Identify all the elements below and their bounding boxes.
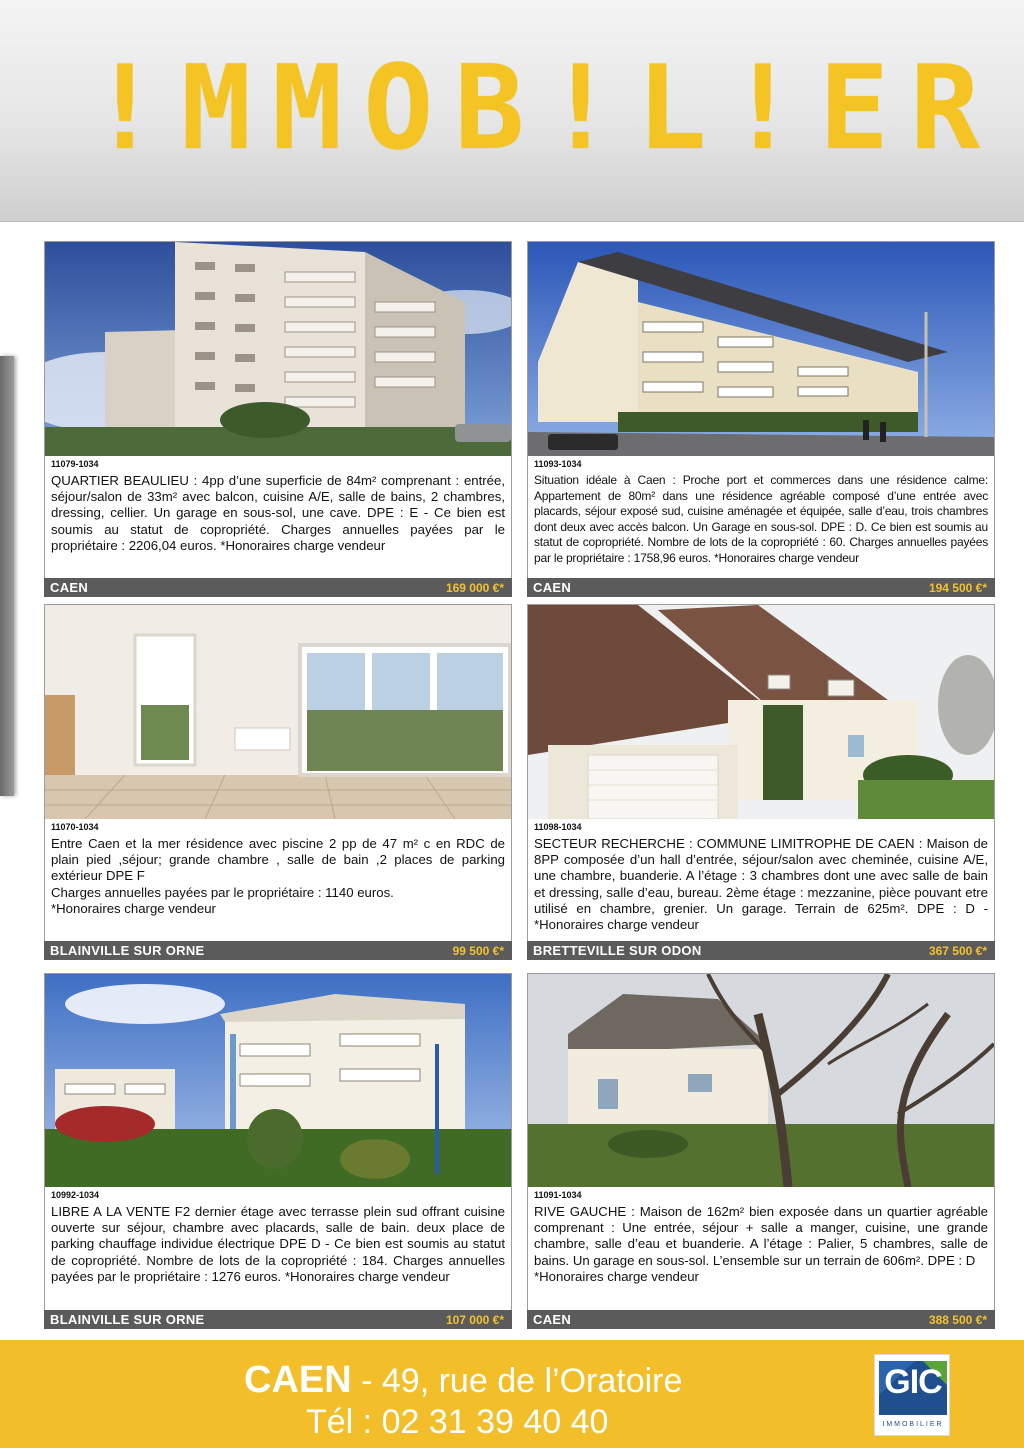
title-letter: L (636, 41, 707, 176)
side-edge-shadow (0, 356, 14, 796)
agency-address (244, 1360, 682, 1401)
title-letter: M (181, 41, 251, 176)
listing-ref: 11070-1034 (51, 822, 99, 832)
title-letter: E (819, 41, 889, 176)
listing-ref: 10992-1034 (51, 1190, 100, 1200)
listing-footer (44, 1310, 512, 1329)
gic-logo (874, 1354, 950, 1436)
listing-footer (44, 941, 512, 960)
listing-card[interactable] (44, 604, 512, 960)
title-letter: ! (727, 41, 798, 176)
listing-card[interactable] (527, 241, 995, 597)
listing-footer (527, 578, 995, 597)
logo-text: GIC (884, 1363, 942, 1401)
title-letter: O (363, 41, 434, 176)
listing-city: CAEN (533, 1312, 572, 1327)
listing-description: RIVE GAUCHE : Maison de 162m² bien exposée dans un quartier agréable comprenant : Une entrée, séjour + salle a manger, cuisine, une grande chambre, salle d’eau et buanderie. A l’étage : Palier, 5 chambres, salle de bains. Un garage en sous-sol. L’ensemble sur un terrain de 606m². DPE : D *Honoraires charge vendeur (534, 1204, 988, 1284)
listing-card[interactable] (527, 973, 995, 1329)
title-letter: ! (90, 41, 160, 176)
logo-subtitle: IMMOBILIER (882, 1421, 944, 1428)
contact-bar (0, 1340, 1024, 1448)
listing-footer (44, 578, 512, 597)
listing-city: BRETTEVILLE SUR ODON (533, 943, 702, 958)
header (0, 0, 1024, 222)
listing-ref: 11079-1034 (51, 459, 99, 469)
listing-description: Situation idéale à Caen : Proche port et commerces dans une résidence calme: Appartement de 80m² dans une résidence agréable composé d’une entrée avec placards, séjour exposé sud, cuisine aménagée et équipée, salle d’eau, trois chambres dont deux avec accès balcon. Un Garage en sous-sol. DPE : D. Ce bien est soumis au statut de copropriété. Nombre de lots de la copropriété : 60. Charges annuelles payées par le propriétaire : 1758,96 euros. *Honoraires charge vendeur (534, 473, 988, 565)
listing-city: CAEN (533, 580, 572, 595)
listing-card[interactable] (44, 241, 512, 597)
listing-footer (527, 941, 995, 960)
listing-photo-house-garage (528, 605, 994, 819)
listing-photo-house-tree (528, 974, 994, 1187)
listing-city: CAEN (50, 580, 89, 595)
listing-photo-empty-room (45, 605, 511, 819)
listing-ref: 11093-1034 (534, 459, 582, 469)
title-letter: B (454, 41, 525, 176)
listing-photo-apartment-block (45, 242, 511, 456)
listing-photo-residence-street (528, 242, 994, 456)
listing-description: SECTEUR RECHERCHE : COMMUNE LIMITROPHE DE CAEN : Maison de 8PP composée d’un hall d’entrée, séjour/salon avec cheminée, cuisine A/E, une chambre, buanderie. A l’étage : 3 chambres dont une avec salle de bain et dressing, salle d’eau, bureau. 2ème étage : mezzanine, pièce pouvant etre utilisé en chambre, grenier. Un garage. Terrain de 625m². DPE : D - *Honoraires charge vendeur (534, 836, 988, 933)
listing-price: 388 500 €* (928, 1312, 987, 1327)
listing-card[interactable] (44, 973, 512, 1329)
listing-description: LIBRE A LA VENTE F2 dernier étage avec terrasse plein sud offrant cuisine ouverte sur séjour, chambre avec placards, salle de bain. deux place de parking chauffage individue électrique DPE D - Ce bien est soumis au statut de copropriété. Nombre de lots de la copropriété : 184. Charges annuelles payées par le propriétaire : 1276 euros. *Honoraires charge vendeur (51, 1204, 505, 1284)
listing-price: 107 000 €* (445, 1312, 504, 1327)
listing-price: 367 500 €* (928, 943, 987, 958)
agency-phone[interactable]: Tél : 02 31 39 40 40 (306, 1403, 609, 1441)
listing-description: Entre Caen et la mer résidence avec piscine 2 pp de 47 m² c en RDC de plain pied ,séjour; grande chambre , salle de bain ,2 places de parking extérieur DPE F Charges annuelles payées par le propriétaire : 1140 euros. *Honoraires charge vendeur (51, 836, 505, 916)
title-letter: M (272, 41, 343, 176)
title-letter: R (910, 41, 980, 176)
listing-city: BLAINVILLE SUR ORNE (50, 943, 205, 958)
listing-card[interactable] (527, 604, 995, 960)
brand-title (90, 41, 980, 176)
title-letter: ! (545, 41, 616, 176)
listing-photo-residence-garden (45, 974, 511, 1187)
listing-footer (527, 1310, 995, 1329)
listing-price: 194 500 €* (928, 580, 987, 595)
listing-ref: 11098-1034 (534, 822, 582, 832)
agency-city: CAEN (244, 1359, 352, 1401)
listing-price: 169 000 €* (445, 580, 504, 595)
agency-street: - 49, rue de l’Oratoire (351, 1362, 683, 1400)
listing-city: BLAINVILLE SUR ORNE (50, 1312, 205, 1327)
listing-description: QUARTIER BEAULIEU : 4pp d’une superficie de 84m² comprenant : entrée, séjour/salon de 33m² avec balcon, cuisine A/E, salle de bains, 2 chambres, dressing, cellier. Un garage en sous-sol, une cave. DPE : E - Ce bien est soumis au statut de copropriété. Charges annuelles payées par le propriétaire : 2206,04 euros. *Honoraires charge vendeur (51, 473, 505, 553)
listing-ref: 11091-1034 (534, 1190, 582, 1200)
listing-price: 99 500 €* (452, 943, 504, 958)
